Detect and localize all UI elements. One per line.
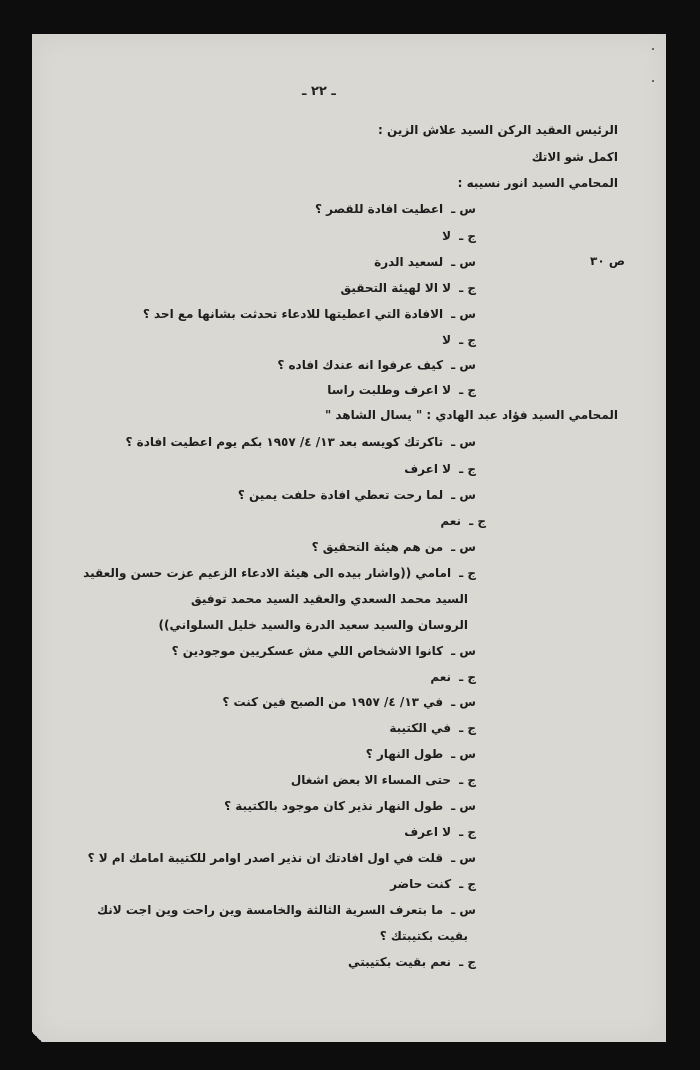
- document-page: [32, 34, 666, 1042]
- text-line-12: المحامي السيد فؤاد عبد الهادي : " يسال الشاهد ": [324, 408, 618, 422]
- text-line-23: س ـفي ١٣/ ٤/ ١٩٥٧ من الصبح فين كنت ؟: [222, 695, 476, 709]
- text-line-9: ج ـلا: [442, 333, 476, 347]
- speck: [652, 80, 654, 82]
- text-line-4: س ـاعطيت افادة للقصر ؟: [315, 202, 476, 216]
- text-line-3: المحامي السيد انور نسيبه :: [457, 176, 618, 190]
- text-line-29: س ـقلت في اول افادتك ان نذير اصدر اوامر للكتيبة امامك ام لا ؟: [87, 851, 476, 865]
- text-line-11: ج ـلا اعرف وطلبت راسا: [327, 383, 476, 397]
- text-line-14: ج ـلا اعرف: [404, 462, 476, 476]
- text-line-6: س ـلسعيد الدرة: [374, 255, 476, 269]
- text-line-10: س ـكيف عرفوا انه عندك افاده ؟: [277, 358, 476, 372]
- text-line-33: ج ـنعم بقيت بكتيبتي: [348, 955, 476, 969]
- text-line-25: س ـطول النهار ؟: [365, 747, 476, 761]
- text-line-7: ج ـلا الا لهيئة التحقيق: [340, 281, 476, 295]
- text-line-16: ج ـنعم: [440, 514, 486, 528]
- page-number: ـ ٢٢ ـ: [302, 84, 336, 99]
- text-line-28: ج ـلا اعرف: [404, 825, 476, 839]
- text-line-24: ج ـفي الكتيبة: [389, 721, 476, 735]
- text-line-2: اكمل شو الاتك: [531, 150, 618, 164]
- text-line-21: س ـكانوا الاشخاص اللي مش عسكريين موجودين ؟: [171, 644, 476, 658]
- text-line-13: س ـتاكرتك كويسه بعد ١٣/ ٤/ ١٩٥٧ بكم يوم اعطيت افادة ؟: [125, 435, 476, 449]
- text-line-5: ج ـلا: [442, 229, 476, 243]
- text-line-31: س ـما بتعرف السرية الثالثة والخامسة وين راحت وين اجت لانك: [97, 903, 476, 917]
- text-line-30: ج ـكنت حاضر: [390, 877, 476, 891]
- folded-corner: [30, 1030, 44, 1044]
- text-line-17: س ـمن هم هيئة التحقيق ؟: [311, 540, 476, 554]
- margin-page-reference: ص ٣٠: [590, 254, 625, 268]
- text-line-15: س ـلما رحت تعطي افادة حلفت يمين ؟: [237, 488, 476, 502]
- text-line-8: س ـالافادة التي اعطيتها للادعاء تحدثت بشانها مع احد ؟: [142, 307, 476, 321]
- text-line-1: الرئيس العقيد الركن السيد علاش الزين :: [378, 123, 618, 137]
- text-line-26: ج ـحتى المساء الا بعض اشغال: [290, 773, 476, 787]
- text-line-27: س ـطول النهار نذير كان موجود بالكتيبة ؟: [224, 799, 476, 813]
- text-line-22: ج ـنعم: [430, 670, 476, 684]
- text-line-18: ج ـامامي ((واشار بيده الى هيئة الادعاء الزعيم عزت حسن والعقيد: [83, 566, 476, 580]
- text-line-19: السيد محمد السعدي والعقيد السيد محمد توفيق: [191, 592, 468, 606]
- speck: [652, 48, 654, 50]
- text-line-20: الروسان والسيد سعيد الدرة والسيد خليل السلواني)): [158, 618, 468, 632]
- text-line-32: بقيت بكتيبتك ؟: [379, 929, 468, 943]
